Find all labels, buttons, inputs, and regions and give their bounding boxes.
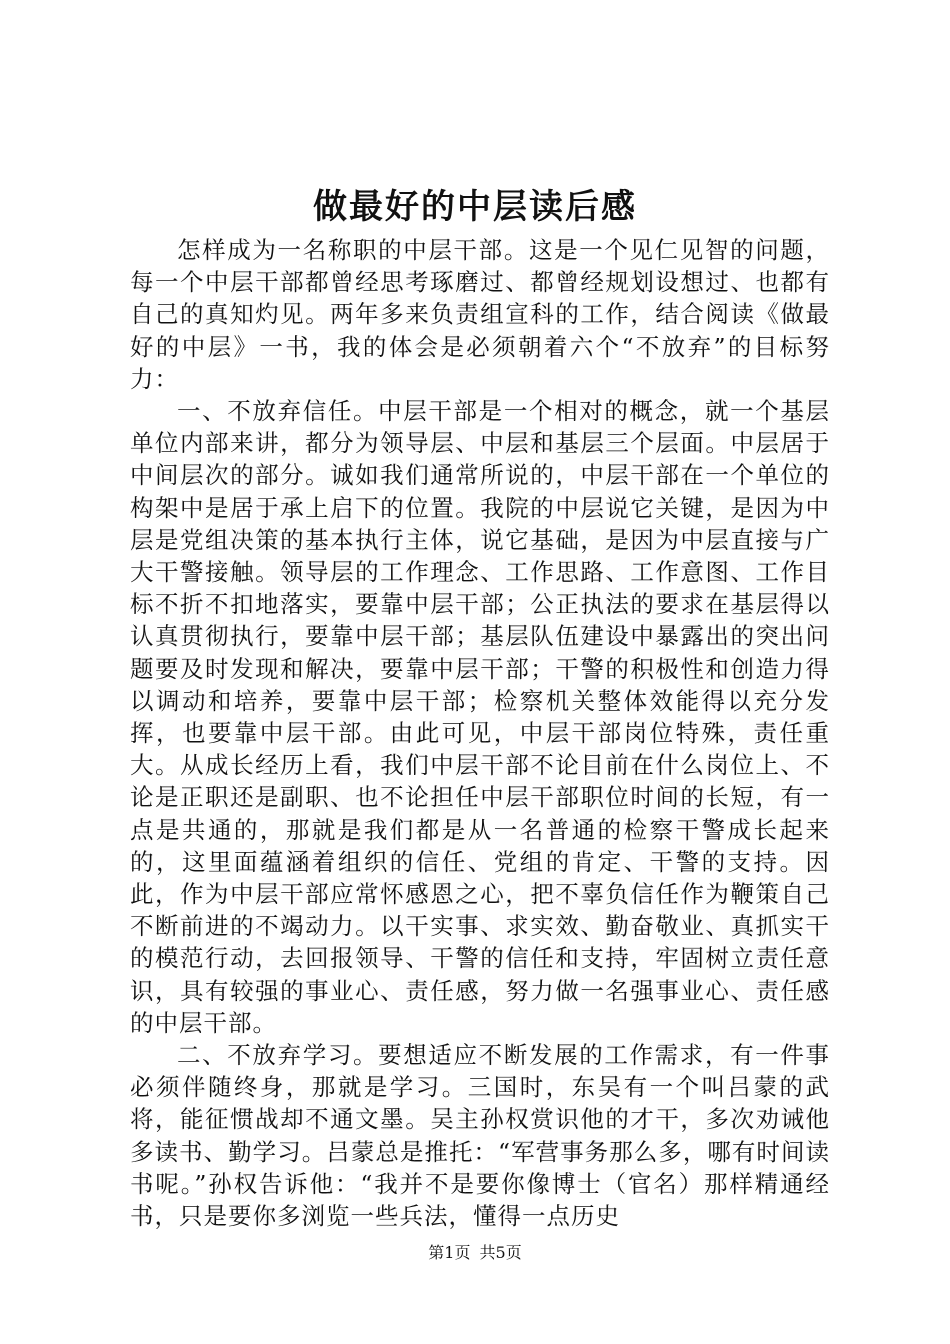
total-pages: 共5页 <box>479 1243 522 1262</box>
paragraph-section-1: 一、不放弃信任。中层干部是一个相对的概念，就一个基层单位内部来讲，都分为领导层、中层和基层三个层面。中层居于中间层次的部分。诚如我们通常所说的，中层干部在一个单位的构架中是居于承上启下的位置。我院的中层说它关键，是因为中层是党组决策的基本执行主体，说它基础，是因为中层直接与广大干警接触。领导层的工作理念、工作思路、工作意图、工作目标不折不扣地落实，要靠中层干部；公正执法的要求在基层得以认真贯彻执行，要靠中层干部；基层队伍建设中暴露出的突出问题要及时发现和解决，要靠中层干部；干警的积极性和创造力得以调动和培养，要靠中层干部；检察机关整体效能得以充分发挥，也要靠中层干部。由此可见，中层干部岗位特殊，责任重大。从成长经历上看，我们中层干部不论目前在什么岗位上、不论是正职还是副职、也不论担任中层干部职位时间的长短，有一点是共通的，那就是我们都是从一名普通的检察干警成长起来的，这里面蕴涵着组织的信任、党组的肯定、干警的支持。因此，作为中层干部应常怀感恩之心，把不辜负信任作为鞭策自己不断前进的不竭动力。以干实事、求实效、勤奋敬业、真抓实干的模范行动，去回报领导、干警的信任和支持，牢固树立责任意识，具有较强的事业心、责任感，努力做一名强事业心、责任感的中层干部。 <box>130 397 830 1037</box>
document-body <box>130 234 830 1232</box>
paragraph-intro: 怎样成为一名称职的中层干部。这是一个见仁见智的问题，每一个中层干部都曾经思考琢磨过、都曾经规划设想过、也都有自己的真知灼见。两年多来负责组宣科的工作，结合阅读《做最好的中层》一书，我的体会是必须朝着六个“不放弃”的目标努力： <box>130 236 830 393</box>
paragraph-section-2: 二、不放弃学习。要想适应不断发展的工作需求，有一件事必须伴随终身，那就是学习。三国时，东吴有一个叫吕蒙的武将，能征惯战却不通文墨。吴主孙权赏识他的才干，多次劝诫他多读书、勤学习。吕蒙总是推托：“军营事务那么多，哪有时间读书呢。”孙权告诉他：“我并不是要你像博士（官名）那样精通经书，只是要你多浏览一些兵法，懂得一点历史 <box>130 1041 830 1231</box>
document-title: 做最好的中层读后感 <box>313 187 637 227</box>
page-number: 第1页 <box>428 1243 471 1262</box>
page-footer <box>0 1242 950 1264</box>
